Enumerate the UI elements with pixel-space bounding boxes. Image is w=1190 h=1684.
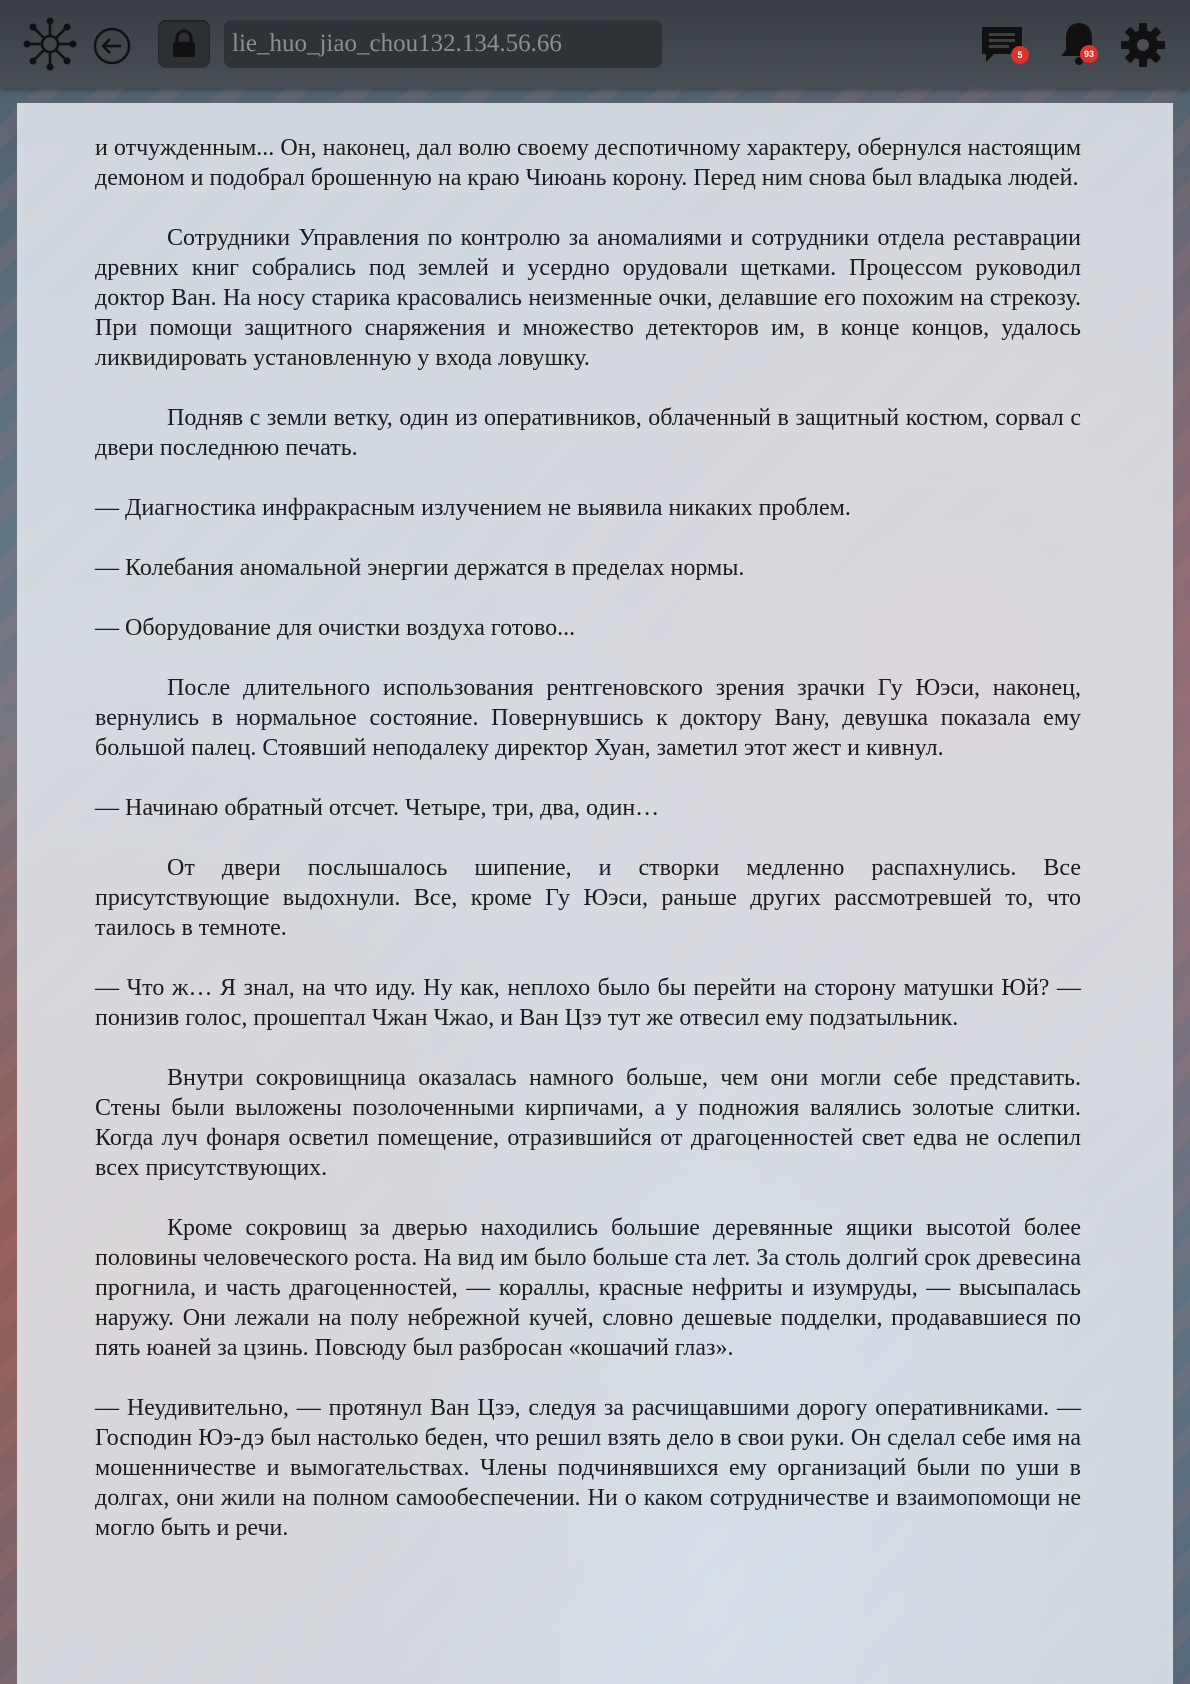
paragraph: — Неудивительно, — протянул Ван Цзэ, следуя за расчищавшими дорогу оперативниками. — Господин Юэ-дэ был настолько беден, что решил взять дело в свои руки. Он сделал себе имя на мошенничестве и вымогательствах. Члены подчинявшихся ему организаций были по уши в долгах, они жили на полном самообеспечении. Ни о каком сотрудничестве и взаимопомощи не могло быть и речи.	[95, 1395, 1081, 1541]
gear-icon[interactable]	[1120, 22, 1166, 68]
lock-button[interactable]	[158, 20, 210, 68]
network-logo-icon[interactable]	[22, 16, 78, 72]
paragraph: Кроме сокровищ за дверью находились большие деревянные ящики высотой более половины человеческого роста. На вид им было больше ста лет. За столь долгий срок древесина прогнила, и часть драгоценностей, — кораллы, красные нефриты и изумруды, — высыпалась наружу. Они лежали на полу небрежной кучей, словно дешевые подделки, продававшиеся по пять юаней за цзинь. Повсюду был разбросан «кошачий глаз».	[95, 1215, 1081, 1361]
back-arrow-icon[interactable]	[92, 26, 132, 66]
lock-icon	[170, 29, 198, 59]
paragraph: Внутри сокровищница оказалась намного больше, чем они могли себе представить. Стены были выложены позолоченными кирпичами, а у подножия валялись золотые слитки. Когда луч фонаря осветил помещение, отразившийся от драгоценностей свет едва не ослепил всех присутствующих.	[95, 1065, 1081, 1181]
paragraph: Сотрудники Управления по контролю за аномалиями и сотрудники отдела реставрации древних книг собрались под землей и усердно орудовали щетками. Процессом руководил доктор Ван. На носу старика красовались неизменные очки, делавшие его похожим на стрекозу. При помощи защитного снаряжения и множество детекторов им, в конце концов, удалось ликвидировать установленную у входа ловушку.	[95, 225, 1081, 371]
paragraph: — Начинаю обратный отсчет. Четыре, три, два, один…	[95, 795, 660, 821]
top-toolbar	[0, 0, 1190, 88]
paragraph: Подняв с земли ветку, один из оперативников, облаченный в защитный костюм, сорвал с двери последнюю печать.	[95, 405, 1081, 461]
notifications-count-badge: 93	[1080, 45, 1098, 63]
paragraph: — Диагностика инфракрасным излучением не выявила никаких проблем.	[95, 495, 851, 521]
paragraph: — Оборудование для очистки воздуха готово...	[95, 615, 576, 641]
paragraph: От двери послышалось шипение, и створки медленно распахнулись. Все присутствующие выдохнули. Все, кроме Гу Юэси, раньше других рассмотревшей то, что таилось в темноте.	[95, 855, 1081, 941]
paragraph: — Колебания аномальной энергии держатся в пределах нормы.	[95, 555, 745, 581]
paragraph: и отчужденным... Он, наконец, дал волю своему деспотичному характеру, обернулся настоящим демоном и подобрал брошенную на краю Чиюань корону. Перед ним снова был владыка людей.	[95, 135, 1081, 191]
paragraph: После длительного использования рентгеновского зрения зрачки Гу Юэси, наконец, вернулись в нормальное состояние. Повернувшись к доктору Вану, девушка показала ему большой палец. Стоявший неподалеку директор Хуан, заметил этот жест и кивнул.	[95, 675, 1081, 761]
messages-count-badge: 5	[1011, 46, 1029, 64]
paragraph: — Что ж… Я знал, на что иду. Ну как, неплохо было бы перейти на сторону матушки Юй? — понизив голос, прошептал Чжан Чжао, и Ван Цзэ тут же отвесил ему подзатыльник.	[95, 975, 1081, 1031]
reading-page	[17, 103, 1173, 1684]
url-input[interactable]	[224, 20, 662, 68]
